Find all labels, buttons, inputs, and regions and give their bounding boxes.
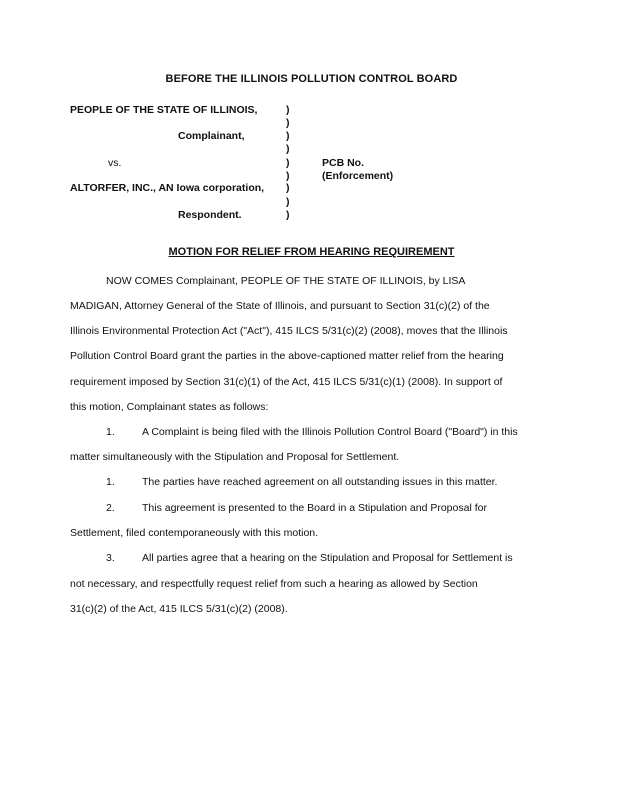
paragraph-number: 1. [106, 426, 115, 438]
paragraph-line: The parties have reached agreement on all outstanding issues in this matter. [142, 476, 498, 488]
caption-paren: ) [286, 143, 290, 155]
paragraph-number: 2. [106, 502, 115, 514]
caption-paren: ) [286, 209, 290, 221]
caption-paren: ) [286, 104, 290, 116]
versus-label: vs. [108, 157, 122, 169]
caption-paren: ) [286, 170, 290, 182]
paragraph-line: 31(c)(2) of the Act, 415 ILCS 5/31(c)(2) (2008). [70, 603, 288, 615]
defendant-role: Respondent. [178, 209, 242, 221]
defendant-name: ALTORFER, INC., AN Iowa corporation, [70, 182, 265, 194]
intro-line: Illinois Environmental Protection Act ("Act"), 415 ILCS 5/31(c)(2) (2008), moves that the Illinois [70, 325, 508, 337]
caption-paren: ) [286, 182, 290, 194]
board-title: BEFORE THE ILLINOIS POLLUTION CONTROL BOARD [165, 73, 458, 85]
intro-line: requirement imposed by Section 31(c)(1) of the Act, 415 ILCS 5/31(c)(1) (2008). In support of [70, 376, 503, 388]
paragraph-line: All parties agree that a hearing on the Stipulation and Proposal for Settlement is [142, 552, 513, 564]
plaintiff-role: Complainant, [178, 130, 245, 142]
intro-line: this motion, Complainant states as follows: [70, 401, 269, 413]
paragraph-line: not necessary, and respectfully request relief from such a hearing as allowed by Section [70, 578, 478, 590]
caption-paren: ) [286, 130, 290, 142]
caption-paren: ) [286, 157, 290, 169]
motion-title: MOTION FOR RELIEF FROM HEARING REQUIREMENT [168, 246, 455, 258]
intro-line: Pollution Control Board grant the parties in the above-captioned matter relief from the hearing [70, 350, 504, 362]
paragraph-line: matter simultaneously with the Stipulation and Proposal for Settlement. [70, 451, 400, 463]
case-type: (Enforcement) [322, 170, 394, 182]
intro-line: MADIGAN, Attorney General of the State of Illinois, and pursuant to Section 31(c)(2) of the [70, 300, 490, 312]
case-number: PCB No. [322, 157, 364, 169]
paragraph-line: A Complaint is being filed with the Illinois Pollution Control Board ("Board") in this [142, 426, 518, 438]
caption-paren: ) [286, 117, 290, 129]
paragraph-number: 3. [106, 552, 115, 564]
paragraph-number: 1. [106, 476, 115, 488]
paragraph-line: Settlement, filed contemporaneously with this motion. [70, 527, 319, 539]
intro-line: NOW COMES Complainant, PEOPLE OF THE STATE OF ILLINOIS, by LISA [106, 275, 466, 287]
caption-paren: ) [286, 196, 290, 208]
plaintiff-name: PEOPLE OF THE STATE OF ILLINOIS, [70, 104, 258, 116]
paragraph-line: This agreement is presented to the Board in a Stipulation and Proposal for [142, 502, 487, 514]
